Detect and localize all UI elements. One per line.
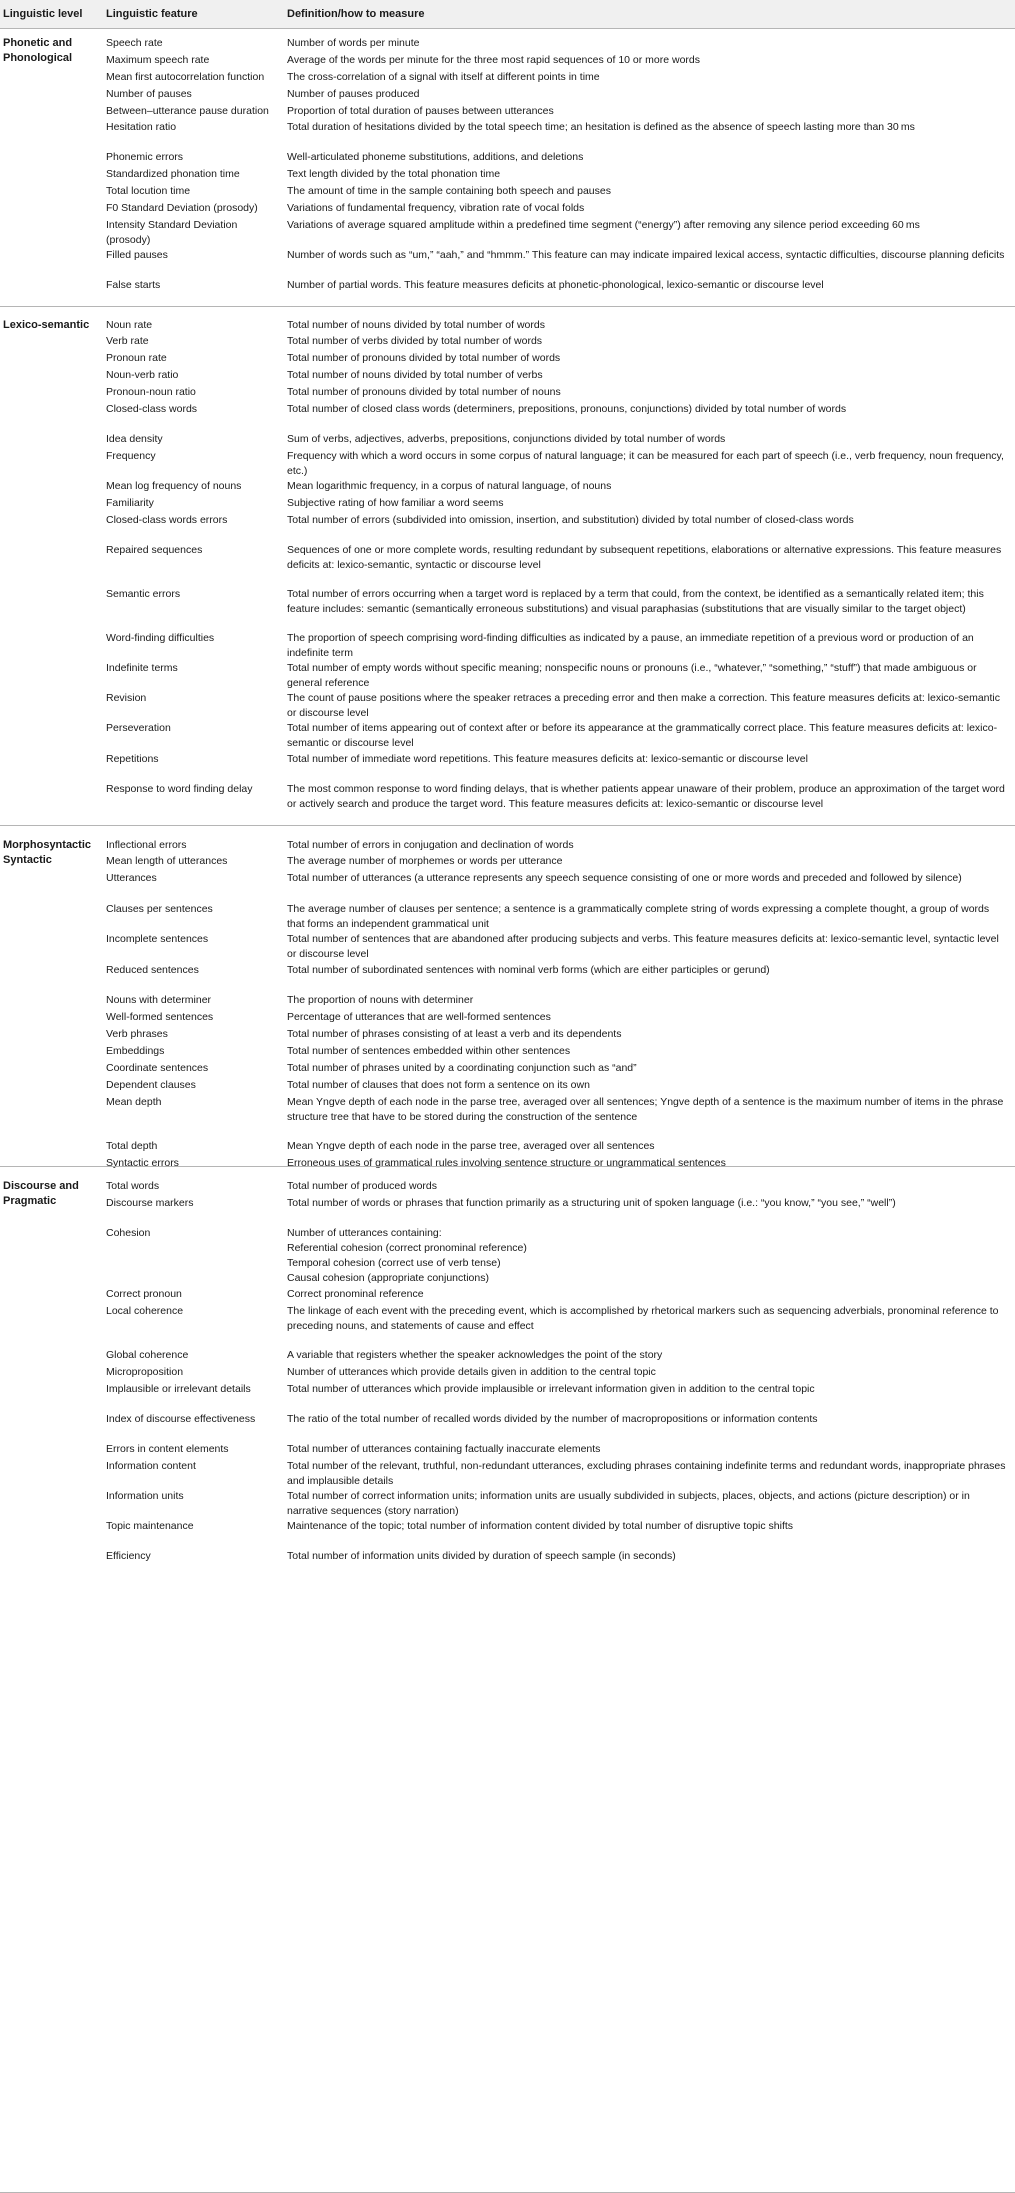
definition-line: The proportion of nouns with determiner (287, 994, 474, 1006)
definition-cell (287, 1078, 1009, 1093)
definition-cell (287, 449, 1009, 479)
linguistic-feature-cell: Idea density (106, 433, 163, 445)
linguistic-feature-cell: Closed-class words errors (106, 514, 228, 526)
linguistic-feature-cell: Mean log frequency of nouns (106, 480, 242, 492)
definition-line: Average of the words per minute for the three most rapid sequences of 10 or more words (287, 54, 701, 66)
definition-line: Well-articulated phoneme substitutions, additions, and deletions (287, 151, 584, 163)
definition-line: The average number of clauses per sentence; a sentence is a grammatically complete string of words expressing a complete thought, a group of words that forms an independent grammatical unit (287, 903, 990, 930)
linguistic-feature-cell: Syntactic errors (106, 1157, 179, 1169)
definition-line: Number of partial words. This feature measures deficits at phonetic-phonological, lexico-semantic or discourse level (287, 279, 824, 291)
definition-line: Total number of information units divided by duration of speech sample (in seconds) (287, 1550, 676, 1562)
linguistic-feature-cell: Repetitions (106, 753, 159, 765)
linguistic-feature-cell: Response to word finding delay (106, 783, 253, 795)
definition-cell (287, 752, 1009, 767)
definition-line: Total number of immediate word repetitions. This feature measures deficits at: lexico-semantic or discourse level (287, 753, 808, 765)
definition-line: Total number of errors (subdivided into omission, insertion, and substitution) divided by total number of closed-class words (287, 514, 854, 526)
definition-line: The average number of morphemes or words per utterance (287, 855, 563, 867)
definition-cell (287, 1365, 1009, 1380)
definition-cell (287, 871, 1009, 886)
linguistic-feature-cell: Verb rate (106, 335, 149, 347)
linguistic-feature-cell: Nouns with determiner (106, 994, 212, 1006)
definition-line: Mean Yngve depth of each node in the parse tree, averaged over all sentences (287, 1140, 655, 1152)
linguistic-feature-cell: Embeddings (106, 1045, 165, 1057)
definition-cell (287, 36, 1009, 51)
linguistic-feature-cell: Semantic errors (106, 588, 181, 600)
linguistic-feature-cell: Discourse markers (106, 1197, 194, 1209)
group-divider (0, 1166, 1015, 1167)
definition-line: Temporal cohesion (correct use of verb tense) (287, 1257, 501, 1269)
definition-cell (287, 201, 1009, 216)
definition-cell (287, 351, 1009, 366)
linguistic-feature-cell: Noun rate (106, 319, 153, 331)
definition-line: Sequences of one or more complete words, resulting redundant by subsequent repetitions, elaborations or alternative expressions. This feature measures deficits at: lexico-semantic, syntactic or discourse level (287, 544, 1002, 571)
linguistic-feature-cell: Topic maintenance (106, 1520, 194, 1532)
definition-line: The amount of time in the sample containing both speech and pauses (287, 185, 611, 197)
definition-line: Total number of sentences that are abandoned after producing subjects and verbs. This feature measures deficits at: lexico-semantic level, syntactic level or discourse level (287, 933, 999, 960)
definition-line: Text length divided by the total phonation time (287, 168, 501, 180)
linguistic-feature-cell: Clauses per sentences (106, 903, 213, 915)
linguistic-feature-cell: Mean length of utterances (106, 855, 228, 867)
linguistic-feature-cell: Familiarity (106, 497, 154, 509)
linguistic-feature-cell: Mean depth (106, 1096, 162, 1108)
definition-cell (287, 496, 1009, 511)
definition-cell (287, 1442, 1009, 1457)
group-divider (0, 825, 1015, 826)
definition-line: Mean Yngve depth of each node in the parse tree, averaged over all sentences; Yngve depth of a sentence is the maximum number of items in the phrase structure tree that have to be stored during the construction of the sentence (287, 1096, 1004, 1123)
definition-cell (287, 1489, 1009, 1519)
definition-cell (287, 1348, 1009, 1363)
linguistic-feature-cell: Total depth (106, 1140, 158, 1152)
definition-cell (287, 150, 1009, 165)
linguistic-feature-cell: Total locution time (106, 185, 191, 197)
linguistic-feature-cell: False starts (106, 279, 161, 291)
definition-cell (287, 838, 1009, 853)
definition-line: Total number of utterances (a utterance represents any speech sequence consisting of one or more words and preceded and followed by silence) (287, 872, 962, 884)
definition-line: The ratio of the total number of recalled words divided by the number of macropropositions or information contents (287, 1413, 818, 1425)
definition-cell (287, 1459, 1009, 1489)
definition-cell (287, 184, 1009, 199)
linguistic-feature-cell: Standardized phonation time (106, 168, 240, 180)
header-linguistic-feature: Linguistic feature (106, 8, 198, 20)
definition-cell (287, 1412, 1009, 1427)
linguistic-feature-cell: Index of discourse effectiveness (106, 1413, 256, 1425)
definition-cell (287, 1196, 1009, 1211)
definition-line: Total number of phrases united by a coordinating conjunction such as “and” (287, 1062, 637, 1074)
linguistic-feature-cell: Filled pauses (106, 249, 168, 261)
definition-line: The count of pause positions where the speaker retraces a preceding error and then make a correction. This feature measures deficits at: lexico-semantic or discourse level (287, 692, 1001, 719)
definition-line: Total number of utterances which provide implausible or irrelevant information given in addition to the central topic (287, 1383, 815, 1395)
definition-line: Variations of average squared amplitude within a predefined time segment (“energy”) after removing any silence period exceeding 60 ms (287, 219, 920, 231)
definition-line: Correct pronominal reference (287, 1288, 424, 1300)
definition-line: Variations of fundamental frequency, vibration rate of vocal folds (287, 202, 585, 214)
definition-cell (287, 543, 1009, 573)
linguistic-feature-cell: Total words (106, 1180, 160, 1192)
linguistic-feature-cell: Local coherence (106, 1305, 184, 1317)
definition-line: Total number of produced words (287, 1180, 437, 1192)
definition-cell (287, 87, 1009, 102)
definition-line: Frequency with which a word occurs in some corpus of natural language; it can be measured for each part of speech (i.e., verb frequency, noun frequency, etc.) (287, 450, 1004, 477)
definition-line: The linkage of each event with the preceding event, which is accomplished by rhetorical markers such as sequencing adverbials, pronominal reference to preceding nouns, and statements of cause and effect (287, 1305, 999, 1332)
linguistic-feature-cell: Number of pauses (106, 88, 192, 100)
linguistic-feature-cell: Efficiency (106, 1550, 151, 1562)
definition-line: Total number of phrases consisting of at least a verb and its dependents (287, 1028, 622, 1040)
linguistic-feature-cell: Word-finding difficulties (106, 632, 215, 644)
linguistic-feature-cell: Microproposition (106, 1366, 184, 1378)
linguistic-feature-cell: Frequency (106, 450, 156, 462)
definition-cell (287, 218, 1009, 233)
definition-cell (287, 782, 1009, 812)
linguistic-feature-cell: Reduced sentences (106, 964, 199, 976)
definition-line: Total number of items appearing out of context after or before its appearance at the grammatically correct place. This feature measures deficits at: lexico-semantic or discourse level (287, 722, 998, 749)
linguistic-feature-cell: Cohesion (106, 1227, 151, 1239)
header-definition: Definition/how to measure (287, 8, 425, 20)
definition-cell (287, 53, 1009, 68)
definition-cell (287, 1519, 1009, 1534)
definition-line: Referential cohesion (correct pronominal reference) (287, 1242, 527, 1254)
definition-cell (287, 334, 1009, 349)
linguistic-feature-cell: Between–utterance pause duration (106, 105, 269, 117)
linguistic-feature-cell: Speech rate (106, 37, 163, 49)
linguistic-feature-cell: Global coherence (106, 1349, 189, 1361)
linguistic-feature-cell: Information content (106, 1460, 196, 1472)
linguistic-feature-cell: Pronoun-noun ratio (106, 386, 196, 398)
definition-cell (287, 902, 1009, 932)
definition-line: Sum of verbs, adjectives, adverbs, prepositions, conjunctions divided by total number of words (287, 433, 726, 445)
linguistic-feature-cell: Utterances (106, 872, 157, 884)
linguistic-feature-cell: Coordinate sentences (106, 1062, 209, 1074)
linguistic-feature-cell: Correct pronoun (106, 1288, 182, 1300)
definition-cell (287, 513, 1009, 528)
linguistic-feature-cell: Inflectional errors (106, 839, 187, 851)
linguistic-feature-cell: Maximum speech rate (106, 54, 210, 66)
definition-line: Total number of errors occurring when a target word is replaced by a term that could, from the context, be identified as a semantically related item; this feature includes: semantic (semantically erroneous substitutions) and visual paraphasias (substitutions that are visually similar to the target object) (287, 588, 984, 615)
definition-cell (287, 1027, 1009, 1042)
definition-cell (287, 1044, 1009, 1059)
definition-cell (287, 248, 1009, 263)
definition-cell (287, 479, 1009, 494)
definition-cell (287, 318, 1009, 333)
definition-cell (287, 402, 1009, 417)
linguistic-feature-cell: Closed-class words (106, 403, 198, 415)
definition-cell (287, 278, 1009, 293)
definition-cell (287, 1010, 1009, 1025)
definition-cell (287, 1287, 1009, 1302)
definition-cell (287, 368, 1009, 383)
linguistic-feature-cell: Hesitation ratio (106, 121, 177, 133)
linguistic-feature-cell: Errors in content elements (106, 1443, 229, 1455)
linguistic-feature-cell: Mean first autocorrelation function (106, 71, 265, 83)
linguistic-level-label: Discourse and Pragmatic (3, 1180, 79, 1207)
linguistic-feature-cell: Verb phrases (106, 1028, 168, 1040)
definition-line: The cross-correlation of a signal with itself at different points in time (287, 71, 600, 83)
definition-cell (287, 587, 1009, 617)
linguistic-feature-cell: Incomplete sentences (106, 933, 209, 945)
definition-line: Total number of sentences embedded within other sentences (287, 1045, 571, 1057)
definition-line: Mean logarithmic frequency, in a corpus of natural language, of nouns (287, 480, 612, 492)
definition-line: Total number of errors in conjugation and declination of words (287, 839, 574, 851)
definition-cell (287, 104, 1009, 119)
linguistic-level-label: Phonetic and Phonological (3, 37, 73, 64)
table-header (0, 0, 1015, 29)
definition-line: Total number of the relevant, truthful, non-redundant utterances, excluding phrases containing indefinite terms and redundant words, inappropriate phrases and implausible details (287, 1460, 1006, 1487)
definition-cell (287, 1304, 1009, 1334)
group-divider (0, 306, 1015, 307)
definition-line: Total number of words or phrases that function primarily as a structuring unit of spoken language (i.e.: “you know,” “you see,” “well”) (287, 1197, 896, 1209)
definition-cell (287, 631, 1009, 661)
header-linguistic-level: Linguistic level (3, 8, 83, 20)
definition-cell (287, 1226, 1009, 1286)
definition-line: Total number of pronouns divided by total number of words (287, 352, 561, 364)
linguistic-feature-cell: Phonemic errors (106, 151, 184, 163)
definition-line: Total number of empty words without specific meaning; nonspecific nouns or pronouns (i.e., “whatever,” “something,” “stuff”) that made ambiguous or general reference (287, 662, 977, 689)
definition-cell (287, 1095, 1009, 1125)
definition-cell (287, 1549, 1009, 1564)
definition-line: A variable that registers whether the speaker acknowledges the point of the story (287, 1349, 663, 1361)
definition-cell (287, 1139, 1009, 1154)
linguistic-feature-cell: Pronoun rate (106, 352, 167, 364)
definition-cell (287, 1061, 1009, 1076)
definition-line: Proportion of total duration of pauses between utterances (287, 105, 554, 117)
definition-line: Maintenance of the topic; total number of information content divided by total number of disruptive topic shifts (287, 1520, 794, 1532)
linguistic-feature-cell: Noun-verb ratio (106, 369, 179, 381)
linguistic-feature-cell: F0 Standard Deviation (prosody) (106, 202, 258, 214)
definition-line: Total number of pronouns divided by total number of nouns (287, 386, 561, 398)
definition-cell (287, 1382, 1009, 1397)
definition-line: Total number of utterances containing factually inaccurate elements (287, 1443, 601, 1455)
definition-line: Number of utterances containing: (287, 1227, 442, 1239)
definition-line: The most common response to word finding delays, that is whether patients appear unaware of their problem, produce an approximation of the target word or actively search and produce the target word. This feature measures deficits at: lexico-semantic or discourse level (287, 783, 1005, 810)
definition-line: Total number of nouns divided by total number of verbs (287, 369, 543, 381)
definition-cell (287, 661, 1009, 691)
definition-cell (287, 963, 1009, 978)
definition-line: Number of words such as “um,” “aah,” and “hmmm.” This feature can may indicate impaired lexical access, syntactic difficulties, discourse planning deficits (287, 249, 1005, 261)
definition-line: Percentage of utterances that are well-formed sentences (287, 1011, 551, 1023)
linguistic-feature-cell: Information units (106, 1490, 184, 1502)
linguistic-feature-cell: Indefinite terms (106, 662, 178, 674)
definition-line: The proportion of speech comprising word-finding difficulties as indicated by a pause, an immediate repetition of a previous word or production of an indefinite term (287, 632, 974, 659)
definition-line: Total number of clauses that does not form a sentence on its own (287, 1079, 590, 1091)
definition-cell (287, 993, 1009, 1008)
definition-cell (287, 854, 1009, 869)
definition-line: Total duration of hesitations divided by the total speech time; an hesitation is defined as the absence of speech lasting more than 30 ms (287, 121, 915, 133)
linguistic-feature-cell: Revision (106, 692, 147, 704)
definition-line: Subjective rating of how familiar a word seems (287, 497, 504, 509)
linguistic-level-label: Lexico-semantic (3, 319, 90, 331)
definition-line: Total number of correct information units; information units are usually subdivided in subjects, places, objects, and actions (picture description) or in narrative sequences (story narration) (287, 1490, 970, 1517)
definition-cell (287, 1179, 1009, 1194)
definition-line: Number of utterances which provide details given in addition to the central topic (287, 1366, 656, 1378)
definition-line: Total number of subordinated sentences with nominal verb forms (which are either participles or gerund) (287, 964, 770, 976)
definition-line: Number of pauses produced (287, 88, 420, 100)
definition-line: Total number of closed class words (determiners, prepositions, pronouns, conjunctions) divided by total number of words (287, 403, 847, 415)
linguistic-feature-cell: Repaired sequences (106, 544, 203, 556)
definition-line: Total number of verbs divided by total number of words (287, 335, 543, 347)
definition-cell (287, 70, 1009, 85)
linguistic-level-label: Morphosyntactic Syntactic (3, 839, 92, 866)
definition-cell (287, 432, 1009, 447)
linguistic-feature-cell: Implausible or irrelevant details (106, 1383, 251, 1395)
definition-line: Erroneous uses of grammatical rules involving sentence structure or ungrammatical sentences (287, 1157, 726, 1169)
definition-cell (287, 721, 1009, 751)
linguistic-feature-cell: Well-formed sentences (106, 1011, 214, 1023)
definition-line: Number of words per minute (287, 37, 420, 49)
definition-line: Causal cohesion (appropriate conjunctions) (287, 1272, 489, 1284)
definition-cell (287, 932, 1009, 962)
linguistic-feature-cell: Intensity Standard Deviation (prosody) (106, 219, 238, 246)
definition-cell (287, 120, 1009, 135)
linguistic-feature-cell: Dependent clauses (106, 1079, 196, 1091)
definition-cell (287, 167, 1009, 182)
definition-cell (287, 691, 1009, 721)
definition-line: Total number of nouns divided by total number of words (287, 319, 545, 331)
definition-cell (287, 385, 1009, 400)
group-divider (0, 28, 1015, 29)
definition-cell (287, 1156, 1009, 1171)
linguistic-feature-cell: Perseveration (106, 722, 171, 734)
